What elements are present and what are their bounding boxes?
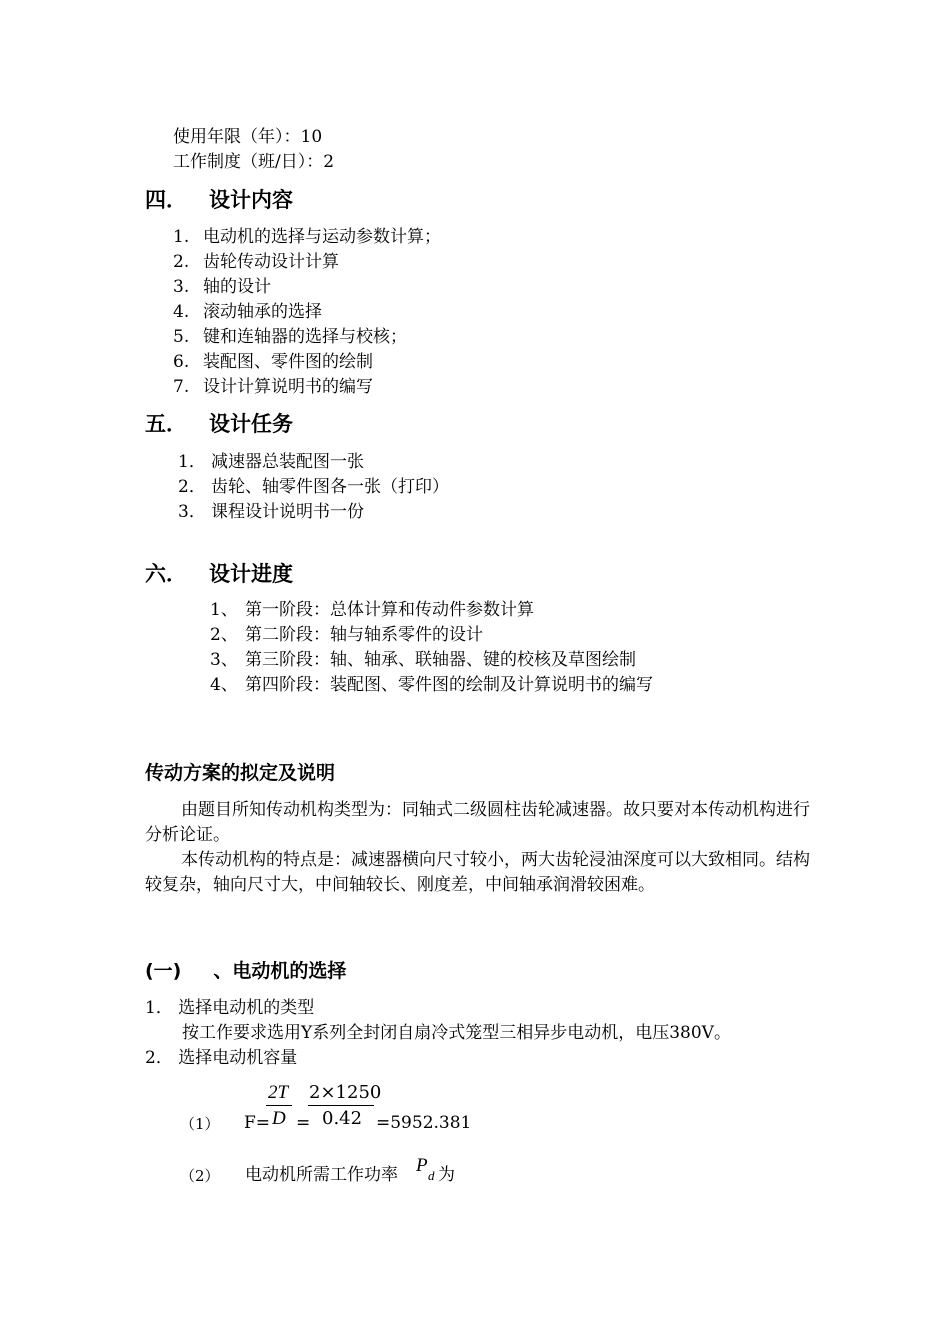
section-6-number: 六．: [145, 562, 187, 586]
list-item: 3． 课程设计说明书一份: [178, 502, 364, 522]
formula-2-suffix: 为: [438, 1165, 455, 1185]
list-item: 5. 键和连轴器的选择与校核；: [173, 327, 407, 347]
step-2: 2． 选择电动机容量: [145, 1048, 298, 1068]
section-6-heading: [145, 562, 293, 587]
scheme-paragraph-2: 本传动机构的特点是：减速器横向尺寸较小，两大齿轮浸油深度可以大致相同。结构较复杂，轴向尺寸大，中间轴较长、刚度差，中间轴承润滑较困难。: [145, 850, 810, 895]
power-subscript: d: [428, 1168, 435, 1183]
formula-1-denominator-2: 0.42: [322, 1108, 363, 1129]
list-item: 2、 第二阶段：轴与轴系零件的设计: [210, 625, 483, 645]
list-item: 4. 滚动轴承的选择: [173, 302, 322, 322]
formula-2-text: 电动机所需工作功率: [245, 1165, 398, 1185]
section-4-heading: [145, 188, 293, 213]
formula-2-label: （2）: [180, 1167, 220, 1185]
section-5-heading: [145, 412, 293, 437]
motor-heading-number: (一): [145, 960, 182, 982]
scheme-title: 传动方案的拟定及说明: [145, 762, 336, 784]
formula-1-label: （1）: [180, 1115, 220, 1133]
list-item: 4、 第四阶段：装配图、零件图的绘制及计算说明书的编写: [210, 675, 653, 695]
formula-1-equals: =: [296, 1113, 311, 1133]
formula-1-numerator-1: 2T: [268, 1082, 289, 1103]
list-item: 3. 轴的设计: [173, 277, 271, 297]
section-5-title: 设计任务: [209, 412, 293, 436]
list-item: 1、 第一阶段：总体计算和传动件参数计算: [210, 600, 534, 620]
list-item: 1. 电动机的选择与运动参数计算；: [173, 227, 441, 247]
power-symbol: P: [416, 1155, 428, 1176]
list-item: 2. 齿轮传动设计计算: [173, 252, 339, 272]
step-1: 1． 选择电动机的类型: [145, 998, 315, 1018]
list-item: 1． 减速器总装配图一张: [178, 452, 364, 472]
formula-1-numerator-2: 2×1250: [309, 1082, 382, 1103]
section-6-title: 设计进度: [209, 562, 293, 586]
formula-1-denominator-1: D: [272, 1108, 286, 1129]
list-item: 7. 设计计算说明书的编写: [173, 377, 373, 397]
section-4-number: 四．: [145, 188, 187, 212]
list-item: 6. 装配图、零件图的绘制: [173, 352, 373, 372]
list-item: 2． 齿轮、轴零件图各一张（打印）: [178, 477, 449, 497]
section-4-title: 设计内容: [209, 188, 293, 212]
formula-1-lhs: F=: [244, 1113, 271, 1133]
formula-1-result: =5952.381: [376, 1113, 472, 1133]
motor-heading-title: 、电动机的选择: [213, 960, 347, 982]
fraction-bar: [266, 1105, 292, 1106]
usage-years: 使用年限（年）：10: [173, 127, 323, 147]
step-1-text: 按工作要求选用Y系列全封闭自扇冷式笼型三相异步电动机，电压380V。: [182, 1023, 731, 1043]
section-5-number: 五．: [145, 412, 187, 436]
fraction-bar: [308, 1105, 374, 1106]
work-shifts: 工作制度（班/日）：2: [173, 152, 335, 172]
scheme-paragraph-1: 由题目所知传动机构类型为：同轴式二级圆柱齿轮减速器。故只要对本传动机构进行分析论证。: [145, 800, 810, 845]
list-item: 3、 第三阶段：轴、轴承、联轴器、键的校核及草图绘制: [210, 650, 636, 670]
motor-heading: [145, 960, 346, 983]
